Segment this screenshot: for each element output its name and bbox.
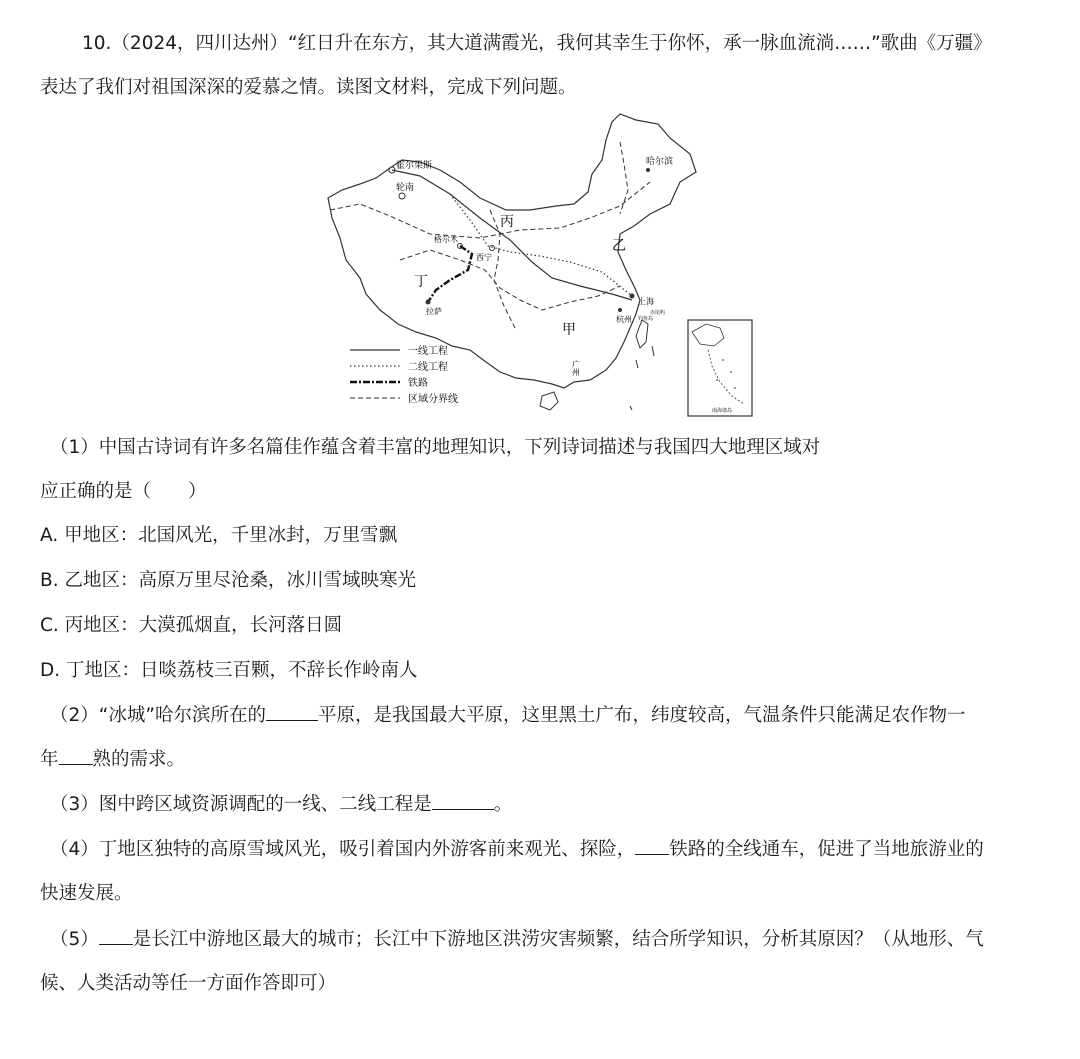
part2-text-c: 年	[40, 749, 59, 770]
part1-stem-line2: 应正确的是（ ）	[40, 481, 207, 502]
shanghai-marker	[630, 294, 635, 299]
label-lunnan: 轮南	[396, 183, 415, 193]
label-chiwei: 赤尾屿	[650, 310, 666, 316]
legend-railway: 铁路	[408, 378, 428, 389]
option-c[interactable]: C. 丙地区：大漠孤烟直，长河落日圆	[40, 615, 343, 636]
question-intro-line2: 表达了我们对祖国深深的爱慕之情。读图文材料，完成下列问题。	[40, 77, 577, 98]
answer-blank-city[interactable]	[99, 926, 133, 945]
part1-stem-line1: （1）中国古诗词有许多名篇佳作蕴含着丰富的地理知识，下列诗词描述与我国四大地理区域对	[50, 437, 821, 458]
hangzhou-marker	[618, 308, 622, 312]
legend-boundary: 区域分界线	[408, 394, 458, 405]
answer-blank-plain[interactable]	[266, 702, 318, 721]
legend-line1: 一线工程	[408, 346, 448, 357]
answer-blank-railway[interactable]	[635, 836, 669, 855]
haerbin-marker	[646, 168, 650, 172]
part5-text-b: 是长江中游地区最大的城市；长江中下游地区洪涝灾害频繁，结合所学知识，分析其原因？（从地形、气	[132, 929, 984, 950]
label-hangzhou: 杭州	[616, 315, 632, 324]
south-china-sea-inset	[688, 320, 752, 416]
part2-text-a: （2）“冰城”哈尔滨所在的	[50, 705, 266, 726]
part4-text-b: 铁路的全线通车，促进了当地旅游业的	[669, 839, 984, 860]
label-diaoyu: 钓鱼岛	[638, 316, 654, 322]
label-xining: 西宁	[476, 253, 492, 262]
region-label-jia: 甲	[562, 322, 576, 338]
china-map-figure	[320, 110, 760, 422]
part2-text-d: 熟的需求。	[92, 749, 186, 770]
option-d[interactable]: D. 丁地区：日啖荔枝三百颗，不辞长作岭南人	[40, 660, 418, 681]
label-nanhai: 南海诸岛	[712, 408, 733, 414]
part4-line2: 快速发展。	[40, 883, 133, 904]
sea-marks	[630, 346, 654, 410]
region-label-ding: 丁	[414, 274, 428, 290]
part3-line	[50, 791, 512, 819]
label-shanghai: 上海	[638, 297, 654, 306]
region-label-bing: 丙	[500, 214, 514, 230]
part3-text-a: （3）图中跨区域资源调配的一线、二线工程是	[50, 794, 432, 815]
option-b[interactable]: B. 乙地区：高原万里尽沧桑，冰川雪域映寒光	[40, 570, 416, 591]
label-lasa: 拉萨	[426, 307, 442, 316]
label-guangzhou: 广州	[571, 360, 581, 376]
part4-text-a: （4）丁地区独特的高原雪域风光，吸引着国内外游客前来观光、探险，	[50, 839, 636, 860]
part5-line1	[50, 926, 984, 954]
label-haerbin: 哈尔滨	[646, 157, 674, 167]
label-geermu: 格尔木	[434, 235, 458, 244]
answer-blank-harvest[interactable]	[59, 746, 93, 765]
lasa-marker	[426, 300, 431, 305]
region-label-yi: 乙	[612, 238, 626, 254]
part2-line1	[50, 702, 965, 730]
taiwan-island	[636, 320, 648, 348]
part5-line2: 候、人类活动等任一方面作答即可）	[40, 973, 337, 994]
legend-line2: 二线工程	[408, 362, 448, 373]
hainan-island	[540, 392, 558, 410]
option-a[interactable]: A. 甲地区：北国风光，千里冰封，万里雪飘	[40, 525, 398, 546]
question-intro-line1: 10.（2024，四川达州）“红日升在东方，其大道满霞光，我何其幸生于你怀，承一脉血流淌……”歌曲《万疆》	[82, 33, 992, 54]
part4-line1	[50, 836, 984, 864]
part2-text-b: 平原，是我国最大平原，这里黑土广布，纬度较高，气温条件只能满足农作物一	[317, 705, 966, 726]
answer-blank-project[interactable]	[432, 791, 494, 810]
label-huoerguosi: 霍尔果斯	[396, 161, 433, 171]
part5-text-a: （5）	[50, 929, 99, 950]
part3-text-b: 。	[493, 794, 513, 815]
part2-line2	[40, 746, 185, 774]
